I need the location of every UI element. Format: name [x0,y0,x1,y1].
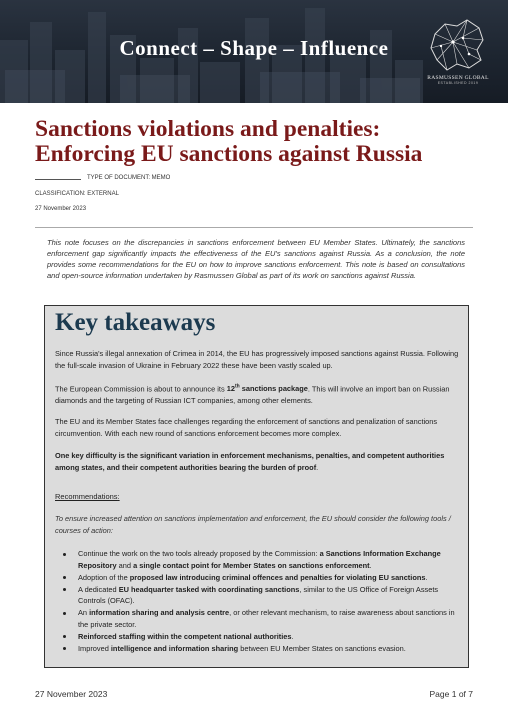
item-bold: Reinforced staffing within the competent national authorities [78,631,292,641]
item-text: Adoption of the [78,572,130,582]
intro-paragraph: This note focuses on the discrepancies in sanctions enforcement between EU Member States. Ultimately, the sanctions enforcement gap significantly impacts the effectiveness of the EU's sanctions against Russia. As a conclusion, the note provides some recommendations for the EU on how to improve sanctions enforcement. This note is based on consultations and open-source information undertaken by Rasmussen Global as part of its work on sanctions against Russia. [47,238,465,280]
rasmussen-global-logo [418,16,498,98]
recommendations-colon: : [117,492,120,501]
item-bold: EU headquarter tasked with coordinating sanctions [118,584,300,594]
list-item [55,643,460,655]
item-bold: intelligence and information sharing [110,643,239,653]
item-text: Continue the work on the two tools already proposed by the Commission: [78,549,320,558]
bullet-icon [63,588,66,591]
recommendations-list [55,548,460,655]
recommendations-label: Recommendations [55,492,118,501]
item-text: A dedicated [78,584,119,594]
bullet-icon [63,612,66,615]
takeaway-paragraph-1: Since Russia's illegal annexation of Crimea in 2014, the EU has progressively imposed sanctions against Russia. Following the full-scale invasion of Ukraine in February 2022 these have been vastly scaled up. [55,349,459,370]
recommendations-intro: To ensure increased attention on sanctions implementation and enforcement, the EU should consider the following tools / courses of action: [55,514,451,535]
banner-tagline: Connect – Shape – Influence [119,36,389,60]
header-banner [0,0,508,103]
bullet-icon [63,576,66,579]
bullet-icon [63,647,66,650]
item-bold: proposed law introducing criminal offences and penalties for violating EU sanctions [129,572,426,582]
logo-subtitle: ESTABLISHED 2019 [437,81,479,85]
item-text: . [425,572,428,582]
sanctions-package-label: sanctions package [239,384,308,394]
bullet-icon [63,635,66,638]
section-divider [35,227,473,228]
sanctions-package-number: 12 [226,384,235,394]
list-item [55,548,460,571]
title-line-2: Enforcing EU sanctions against Russia [35,141,423,167]
recommendations-heading [55,492,120,501]
logo-wordmark: RASMUSSEN GLOBAL [427,75,489,81]
ordinal-suffix: th [234,384,240,390]
doc-type-divider [35,179,81,180]
item-text: , similar to the US Office of Foreign Assets Controls (OFAC). [78,584,439,605]
takeaway-paragraph-3: The EU and its Member States face challenges regarding the enforcement of sanctions and penalization of sanctions circumvention. With each new round of sanctions enforcement becomes more complex. [55,417,438,438]
document-title [35,117,485,167]
title-line-1: Sanctions violations and penalties: [35,116,381,142]
item-text: . [291,631,294,641]
list-item [55,631,460,643]
item-text: and [116,560,134,570]
list-item [55,607,460,630]
item-bold: a Sanctions Information Exchange Repository [78,549,441,570]
takeaway-p4-bold: One key difficulty is the significant variation in enforcement mechanisms, penalties, and competent authorities among states, and their competent authorities bearing the burden of proof [55,451,445,472]
takeaway-p4-period: . [316,462,319,472]
takeaway-paragraph-2 [55,382,460,406]
page-number: Page 1 of 7 [429,689,473,699]
bullet-icon [63,553,66,556]
item-bold: a single contact point for Member States on sanctions enforcement [133,560,370,570]
item-text: , or other relevant mechanism, to raise awareness about sanctions in the private sector. [78,608,455,629]
item-text: . [369,560,372,570]
network-map-icon [427,16,489,74]
key-takeaways-heading: Key takeaways [55,309,216,336]
classification-label: CLASSIFICATION: EXTERNAL [35,191,119,197]
key-takeaways-box [44,305,469,668]
takeaway-p2-rest: . This will involve an import ban on Russian diamonds and the targeting of Russian ICT companies, among other elements. [55,384,450,405]
takeaway-paragraph-4 [55,450,460,473]
list-item [55,584,460,607]
list-item [55,572,460,584]
takeaway-p2-text: The European Commission is about to announce its [55,384,227,394]
item-text: An [78,608,90,617]
document-date: 27 November 2023 [35,206,87,212]
item-bold: information sharing and analysis centre [89,608,230,617]
takeaway-p2-highlight [227,384,308,393]
item-text: between EU Member States on sanctions evasion. [238,643,406,653]
footer-date: 27 November 2023 [35,689,108,699]
item-text: Improved [78,643,111,653]
document-type: TYPE OF DOCUMENT: MEMO [87,175,171,181]
